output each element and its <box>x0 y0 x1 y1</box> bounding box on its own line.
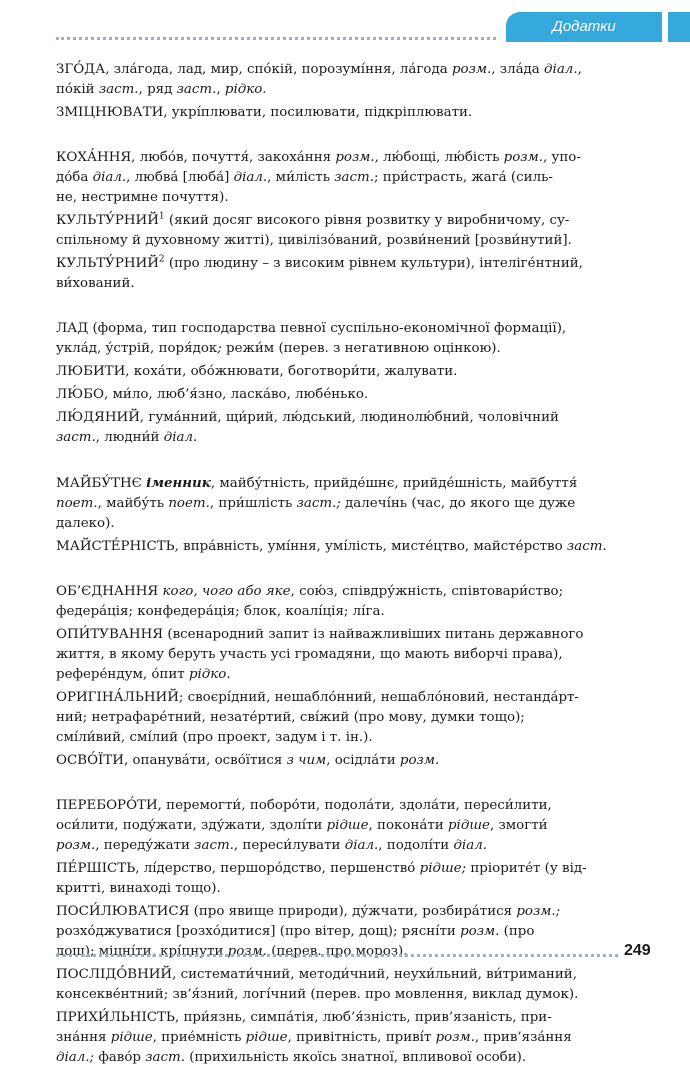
dictionary-content <box>56 60 634 1071</box>
entry-maibutnie: МАЙБУ́ТНЄ іменник, майбу́тність, прийде́шнє, прийде́шність, майбуття́ поет., майбу́ть поет., при́шлість заст.; далечі́нь (час, до якого ще дуже далеко). <box>56 475 578 531</box>
entry-lad: ЛАД (форма, тип господарства певної суспільно-економічної формації), укла́д, у́стрій, поря́док; режи́м (перев. з негативною оцінкою). <box>56 321 567 356</box>
group-spacer <box>56 774 634 796</box>
bottom-dotted-rule <box>56 954 618 957</box>
entry-pershist: ПЕ́РШІСТЬ, лі́дерство, першоро́дство, першенство́ рідше; пріорите́т (у від- критті, винаході тощо). <box>56 861 587 896</box>
group-spacer <box>56 451 634 473</box>
entry-kulturnyi-1: КУЛЬТУ́РНИЙ$^1$ (який досяг високого рівня розвитку у виробничому, су- спільному й духовному житті), цивілізо́ваний, розви́нений [розви́нутий]. <box>56 211 572 248</box>
group-spacer <box>56 297 634 319</box>
page-number: 249 <box>624 942 651 959</box>
entry-liudianyi: ЛЮ́ДЯНИЙ, гума́нний, щи́рий, лю́дський, людинолю́бний, чоловічний заст., людни́й діал. <box>56 410 559 445</box>
group-spacer <box>56 126 634 148</box>
entry-prykhylnist: ПРИХИ́ЛЬНІСТЬ, при́язнь, симпа́тія, люб’я́зність, прив’язаність, при- зна́ння рідше, прие́мність рідше, привітність, приві́т розм., прив’яза́ння діал.; фаво́р заст. (прихильність якоїсь знатної, впливової особи). <box>56 1010 572 1065</box>
section-tab: Додатки <box>506 12 662 42</box>
entry-osvoity: ОСВО́ЇТИ, опанува́ти, осво́їтися з чим, осідла́ти розм. <box>56 753 440 768</box>
group-spacer <box>56 560 634 582</box>
entry-pereboroty: ПЕРЕБОРО́ТИ, перемогти́, поборо́ти, подола́ти, здола́ти, переси́лити, оси́лити, поду́жати, зду́жати, здолі́ти рідше, покона́ти рідше, змогти́ розм., переду́жати заст., переси́лувати діал., подолі́ти діал. <box>56 798 552 853</box>
entry-zgoda: ЗГО́ДА, зла́года, лад, мир, спо́кій, порозумі́ння, ла́года розм., зла́да діал., по́кій заст., ряд заст., рідко. <box>56 62 582 97</box>
entry-posyliuvatysia: ПОСИ́ЛЮВАТИСЯ (про явище природи), ду́жчати, розбира́тися розм.; розхо́джуватися [розхо́дитися] (про вітер, дощ); рясні́ти розм. (про дощ); міцні́ти, крі́пнути розм. (перев. про мороз). <box>56 904 561 959</box>
top-dotted-rule <box>56 37 496 40</box>
entry-obiednannia: ОБ’ЄДНАННЯ кого, чого або яке, сою́з, співдру́жність, співтовари́ство; федера́ція; конфедера́ція; блок, коалі́ція; лі́га. <box>56 584 564 619</box>
entry-kulturnyi-2: КУЛЬТУ́РНИЙ$^2$ (про людину – з високим рівнем культури), інтеліге́нтний, ви́хований. <box>56 254 583 291</box>
edge-marker <box>668 12 690 42</box>
entry-poslidovnyi: ПОСЛІДО́ВНИЙ, системати́чний, методи́чний, неухи́льний, ви́триманий, консекве́нтний; зв’я́зний, логі́чний (перев. про мовлення, виклад думок). <box>56 967 579 1002</box>
entry-oryhinalnyi: ОРИГІНА́ЛЬНИЙ; своєрі́дний, нешабло́нний, нешабло́новий, нестанда́рт- ний; нетрафаре́тний, незате́ртий, сві́жий (про мову, думки тощо); смі́ли́вий, смі́лий (про проект, задум і т. ін.). <box>56 690 579 745</box>
entry-liubyty: ЛЮБИТИ, коха́ти, обо́жнювати, боготвори́ти, жалувати. <box>56 364 458 379</box>
entry-kokhannia: КОХА́ННЯ, любо́в, почуття́, закоха́ння розм., лю́бощі, лю́бість розм., упо- до́ба діал., любва́ [люба́] діал., ми́лість заст.; при́страсть, жага́ (силь- не, нестримне почуття). <box>56 150 581 205</box>
entry-maisternist: МАЙСТЕ́РНІСТЬ, впра́вність, умі́ння, умі́лість, мисте́цтво, майсте́рство заст. <box>56 539 607 554</box>
entry-liubo: ЛЮ́БО, ми́ло, люб’я́зно, ласка́во, любе́нько. <box>56 387 369 402</box>
entry-zmitsniuvaty: ЗМІЦНЮВАТИ, укрі́плювати, посилювати, підкріплювати. <box>56 105 473 120</box>
entry-opytuvannia: ОПИ́ТУВАННЯ (всенародний запит із найважливіших питань державного життя, в якому беруть участь усі громадяни, що мають виборчі права), рефере́ндум, о́пит рідко. <box>56 627 584 682</box>
